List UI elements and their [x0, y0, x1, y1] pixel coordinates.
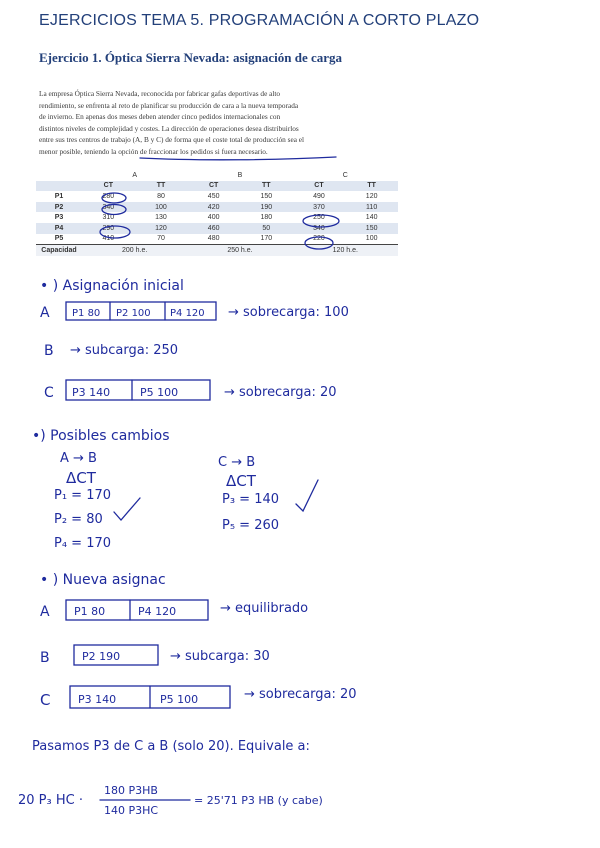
- capacity-value: 200 h.e.: [82, 245, 187, 256]
- table-cell: 70: [157, 235, 165, 243]
- assign-result: → sobrecarga: 20: [244, 687, 357, 702]
- value-circle: [303, 215, 339, 227]
- change-title: A → B: [60, 451, 97, 466]
- intro-line: entre sus tres centros de trabajo (A, B y C) de forma que el coste total de producción sea el: [39, 135, 305, 145]
- text-underline: [140, 157, 336, 160]
- table-cell: 370: [293, 202, 346, 213]
- assign-cell: P3 140: [72, 386, 111, 399]
- subheader: CT: [82, 181, 135, 192]
- table-cell: 220: [313, 235, 325, 243]
- table-cell: 340: [82, 202, 135, 213]
- center-label: B: [40, 650, 50, 666]
- formula-rhs: = 25'71 P3 HB (y cabe): [194, 794, 323, 807]
- assign-cell: P1 80: [74, 605, 106, 618]
- row-label: P3: [54, 214, 64, 222]
- assign-result: → sobrecarga: 20: [224, 385, 337, 400]
- table-cell: 120: [365, 192, 378, 200]
- subheader: CT: [293, 181, 346, 192]
- subheader: TT: [345, 181, 398, 192]
- subheader: TT: [240, 181, 293, 192]
- table-cell: 480: [207, 235, 220, 243]
- table-cell: 450: [207, 192, 220, 200]
- exercise-title: Ejercicio 1. Óptica Sierra Nevada: asignación de carga: [39, 50, 343, 65]
- assign-result: → subcarga: 30: [170, 649, 270, 664]
- center-label: A: [40, 305, 50, 321]
- assign-cell: P2 100: [116, 308, 151, 319]
- section-title: • ) Nueva asignac: [40, 572, 166, 588]
- delta-label: ΔCT: [226, 472, 256, 490]
- table-cell: 310: [102, 214, 115, 222]
- intro-line: La empresa Óptica Sierra Nevada, reconocida por fabricar gafas deportivas de alto: [39, 89, 281, 98]
- table-cell: 180: [260, 214, 273, 222]
- value-circle: [102, 205, 126, 215]
- assign-cell: P4 120: [170, 308, 205, 319]
- change-title: C → B: [218, 455, 256, 470]
- table-cell: 490: [313, 192, 325, 200]
- assign-cell: P3 140: [78, 693, 117, 706]
- center-label: C: [44, 385, 54, 401]
- center-header: B: [237, 171, 243, 179]
- row-label: P1: [54, 192, 64, 200]
- formula-numerator: 180 P3HB: [104, 784, 158, 797]
- table-cell: 170: [260, 235, 273, 243]
- table-cell: 150: [345, 223, 398, 234]
- intro-line: de invierno. En apenas dos meses deben atender cinco pedidos internacionales con: [39, 112, 281, 122]
- center-header: A: [132, 171, 137, 179]
- intro-line: menor posible, teniendo la opción de fraccionar los pedidos si fuera necesario.: [39, 146, 268, 156]
- assign-result: → equilibrado: [220, 601, 309, 616]
- change-item: P₁ = 170: [54, 488, 112, 503]
- table-cell: 130: [155, 214, 167, 222]
- formula-denominator: 140 P3HC: [104, 804, 159, 817]
- check-mark: [296, 480, 318, 511]
- table-cell: 340: [293, 223, 346, 234]
- table-cell: 460: [187, 223, 240, 234]
- center-label: A: [40, 604, 50, 620]
- assign-cell: P4 120: [138, 605, 177, 618]
- table-cell: 140: [365, 214, 378, 222]
- table-cell: 120: [135, 223, 188, 234]
- capacity-value: 250 h.e.: [187, 245, 292, 256]
- value-circle: [102, 193, 126, 203]
- table-cell: 100: [135, 202, 188, 213]
- check-mark: [114, 498, 140, 520]
- table-cell: 420: [187, 202, 240, 213]
- row-label: P2: [36, 202, 82, 213]
- assign-result: → sobrecarga: 100: [228, 305, 349, 320]
- table-cell: 50: [240, 223, 293, 234]
- conclusion-text: Pasamos P3 de C a B (solo 20). Equivale a:: [32, 739, 310, 754]
- capacity-value: 120 h.e.: [293, 245, 398, 256]
- capacity-label: Capacidad: [36, 245, 82, 256]
- change-item: P₄ = 170: [54, 536, 112, 551]
- table-cell: 80: [157, 192, 165, 200]
- subheader: TT: [135, 181, 188, 192]
- table-cell: 100: [365, 235, 378, 243]
- document-title: EJERCICIOS TEMA 5. PROGRAMACIÓN A CORTO PLAZO: [39, 12, 480, 29]
- section-title: • ) Asignación inicial: [40, 278, 184, 294]
- table-cell: 410: [102, 235, 115, 243]
- table-cell: 400: [207, 214, 220, 222]
- section-title: •) Posibles cambios: [32, 428, 170, 444]
- change-item: P₃ = 140: [222, 492, 280, 507]
- change-item: P₅ = 260: [222, 518, 280, 533]
- table-cell: 290: [82, 223, 135, 234]
- value-circle: [100, 226, 130, 238]
- table-cell: 190: [240, 202, 293, 213]
- table-cell: 110: [345, 202, 398, 213]
- table-cell: 280: [102, 192, 115, 200]
- value-circle: [305, 237, 333, 249]
- center-label: C: [40, 691, 51, 709]
- center-label: B: [44, 343, 54, 359]
- center-header: C: [342, 171, 348, 179]
- assign-cell: P5 100: [160, 693, 199, 706]
- change-item: P₂ = 80: [54, 512, 103, 527]
- row-label: P4: [36, 223, 82, 234]
- assign-cell: P2 190: [82, 650, 121, 663]
- intro-line: rendimiento, se enfrenta al reto de planificar su producción de cara a la nueva temporada: [39, 100, 299, 110]
- assign-cell: P5 100: [140, 386, 179, 399]
- row-label: P5: [54, 235, 64, 243]
- table-cell: 150: [260, 192, 273, 200]
- assign-result: → subcarga: 250: [70, 343, 179, 358]
- intro-line: distintos niveles de complejidad y costes. La dirección de operaciones desea distribuirlos: [39, 123, 299, 133]
- assign-cell: P1 80: [72, 308, 101, 319]
- subheader: CT: [187, 181, 240, 192]
- formula-lhs: 20 P₃ HC ·: [18, 793, 83, 808]
- table-cell: 250: [313, 214, 325, 222]
- delta-label: ΔCT: [66, 469, 96, 487]
